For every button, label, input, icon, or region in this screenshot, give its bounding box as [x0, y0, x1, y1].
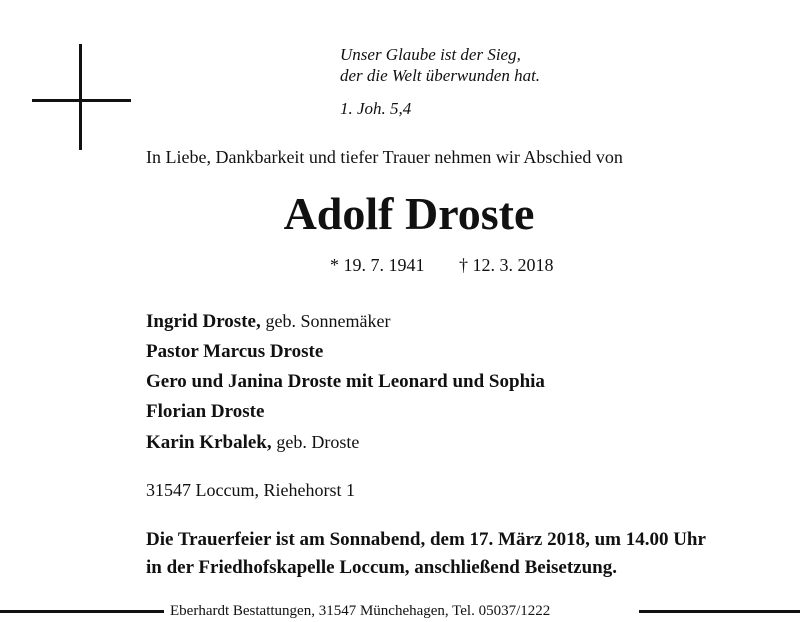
family-member: [146, 427, 545, 458]
bible-verse: [340, 44, 540, 86]
family-member: [146, 397, 545, 427]
family-member-name: Karin Krbalek,: [146, 432, 272, 453]
family-member-name: Ingrid Droste,: [146, 311, 261, 332]
family-member: [146, 306, 545, 337]
family-member-note: geb. Sonnemäker: [265, 311, 391, 331]
ceremony-info: [146, 526, 706, 582]
deceased-name: Adolf Droste: [283, 188, 535, 239]
family-member-name: Gero und Janina Droste mit Leonard und Sophia: [146, 371, 545, 392]
address: 31547 Loccum, Riehehorst 1: [146, 480, 355, 500]
cross-horizontal-bar: [32, 99, 131, 102]
family-list: [146, 306, 545, 458]
death-date: † 12. 3. 2018: [459, 255, 554, 275]
birth-date: * 19. 7. 1941: [330, 255, 425, 275]
family-member-note: geb. Droste: [276, 432, 360, 452]
verse-line-2: der die Welt überwunden hat.: [340, 66, 541, 85]
footer-rule-right: [639, 610, 800, 613]
cross-vertical-bar: [79, 44, 82, 150]
ceremony-line-2: in der Friedhofskapelle Loccum, anschließend Beisetzung.: [146, 557, 617, 578]
family-member-name: Florian Droste: [146, 401, 265, 422]
life-dates: [330, 254, 554, 276]
ceremony-line-1: Die Trauerfeier ist am Sonnabend, dem 17. März 2018, um 14.00 Uhr: [146, 529, 706, 550]
family-member: [146, 367, 545, 397]
funeral-home-footer: Eberhardt Bestattungen, 31547 Münchehagen, Tel. 05037/1222: [170, 603, 551, 619]
family-member: [146, 337, 545, 367]
footer-rule-left: [0, 610, 164, 613]
verse-line-1: Unser Glaube ist der Sieg,: [340, 45, 521, 64]
intro-text: In Liebe, Dankbarkeit und tiefer Trauer nehmen wir Abschied von: [146, 147, 623, 167]
family-member-name: Pastor Marcus Droste: [146, 341, 324, 362]
verse-reference: 1. Joh. 5,4: [340, 99, 412, 118]
